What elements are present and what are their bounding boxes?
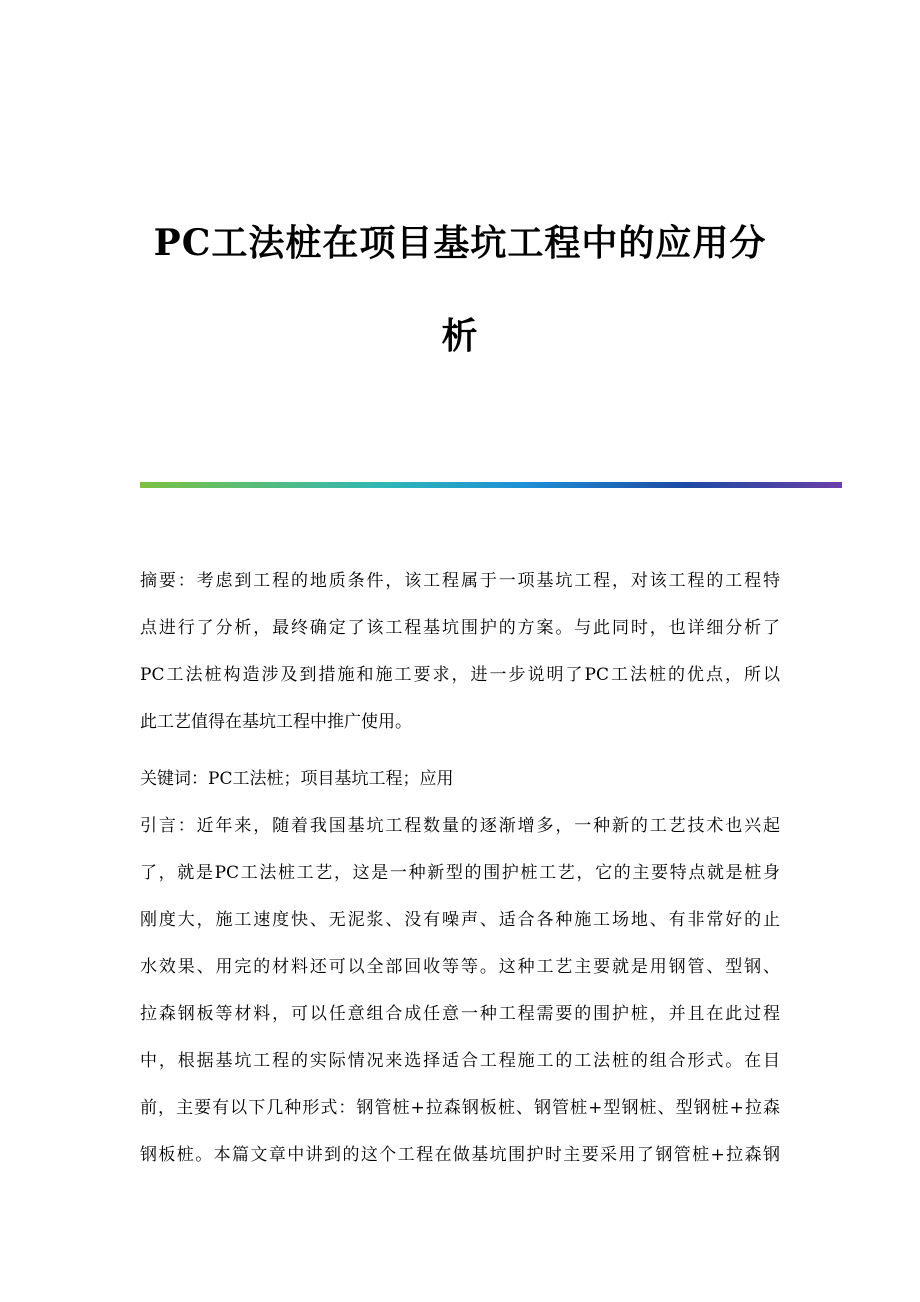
intro-line: 水效果、用完的材料还可以全部回收等等。这种工艺主要就是用钢管、型钢、 (140, 957, 780, 977)
abstract-line: 点进行了分析，最终确定了该工程基坑围护的方案。与此同时，也详细分析了 (140, 618, 780, 638)
abstract-line: 摘要：考虑到工程的地质条件，该工程属于一项基坑工程，对该工程的工程特 (140, 571, 780, 591)
abstract-line: 此工艺值得在基坑工程中推广使用。 (140, 712, 412, 732)
intro-line: 拉森钢板等材料，可以任意组合成任意一种工程需要的围护桩，并且在此过程 (140, 1004, 780, 1024)
intro-line: 了，就是PC工法桩工艺，这是一种新型的围护桩工艺，它的主要特点就是桩身 (140, 863, 780, 883)
keywords-paragraph (140, 756, 780, 803)
document-title-line-2: 析 (441, 315, 479, 357)
abstract-line: PC工法桩构造涉及到措施和施工要求，进一步说明了PC工法桩的优点，所以 (140, 665, 780, 685)
abstract-paragraph (140, 558, 780, 746)
intro-line: 中，根据基坑工程的实际情况来选择适合工程施工的工法桩的组合形式。在目 (140, 1051, 780, 1071)
intro-line: 钢板桩。本篇文章中讲到的这个工程在做基坑围护时主要采用了钢管桩+拉森钢 (140, 1145, 780, 1165)
gradient-divider (140, 482, 842, 488)
intro-line: 引言：近年来，随着我国基坑工程数量的逐渐增多，一种新的工艺技术也兴起 (140, 816, 780, 836)
document-title-line-1: PC工法桩在项目基坑工程中的应用分 (153, 222, 767, 264)
intro-paragraph (140, 803, 780, 1179)
intro-line: 刚度大，施工速度快、无泥浆、没有噪声、适合各种施工场地、有非常好的止 (140, 910, 780, 930)
keywords-line: 关键词：PC工法桩；项目基坑工程；应用 (140, 769, 454, 789)
intro-line: 前，主要有以下几种形式：钢管桩+拉森钢板桩、钢管桩+型钢桩、型钢桩+拉森 (140, 1098, 780, 1118)
